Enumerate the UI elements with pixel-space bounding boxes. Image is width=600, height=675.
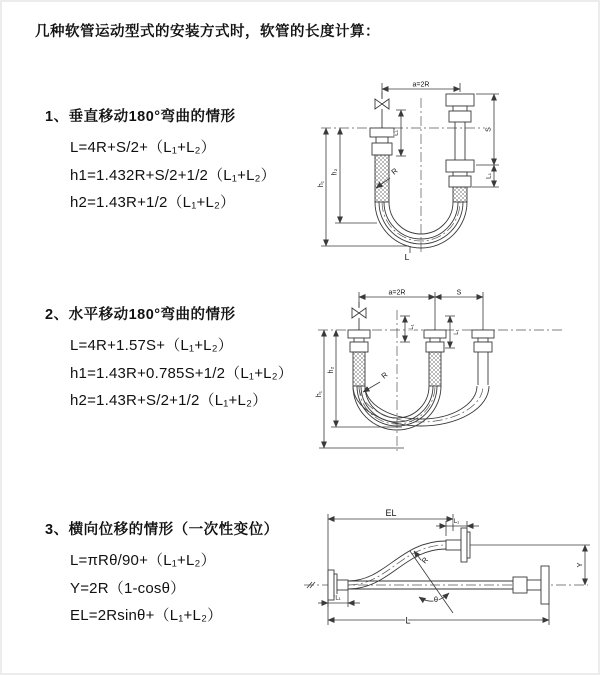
neck: [430, 338, 440, 342]
flange: [328, 570, 334, 600]
step: [513, 577, 527, 593]
dim-label-s: S: [456, 289, 462, 297]
nut: [446, 94, 474, 106]
flange: [449, 176, 471, 187]
dimension-y: [470, 545, 590, 585]
upper-fitting: [446, 528, 470, 562]
neck: [527, 580, 541, 590]
dim-label-h2: h₂: [328, 366, 335, 374]
section-3: [45, 518, 279, 630]
dim-label-h1: h₁: [316, 390, 323, 398]
valve-icon: [375, 92, 389, 128]
diagram-3-svg: [298, 503, 600, 648]
flange: [424, 330, 446, 338]
braided-hose: [375, 155, 389, 202]
flange: [461, 528, 467, 562]
tangent-line: [410, 551, 453, 613]
dim-label-a2r: a=2R: [412, 81, 430, 89]
dim-label-a2r: a=2R: [388, 289, 406, 297]
flange: [348, 330, 370, 338]
dimension-s-l1-right: [472, 94, 499, 187]
dimension-l1-bottom: [318, 590, 360, 607]
formula-line: h2=1.43R+1/2（L₁+L₂）: [70, 194, 236, 211]
diagram-vertical-180-bend: [313, 72, 593, 267]
formula-line: L=πRθ/90+（L₁+L₂）: [70, 552, 216, 569]
dim-label-l1: L₁: [409, 324, 415, 330]
braided-hose: [353, 352, 365, 386]
formula-line: EL=2Rsinθ+（L₁+L₂）: [70, 607, 223, 624]
braided-hose: [429, 352, 441, 386]
formula-line: Y=2R（1-cosθ）: [70, 579, 186, 597]
nut: [350, 342, 368, 352]
dim-label-l1: L₁: [485, 173, 493, 179]
flange: [449, 111, 471, 122]
extension-lines: [328, 514, 453, 625]
dim-label-h2: h₂: [331, 168, 339, 176]
section-1: [45, 105, 276, 217]
section-2: [45, 303, 293, 415]
u-bend-arcs: [353, 386, 489, 426]
dim-label-h1: h₁: [318, 180, 325, 188]
angle-theta: [410, 551, 453, 613]
nut: [446, 160, 474, 172]
dim-label-l1: L₁: [392, 130, 400, 136]
nut: [372, 143, 392, 155]
page-title: 几种软管运动型式的安装方式时，软管的长度计算：: [35, 24, 380, 40]
left-fitting: [348, 330, 370, 386]
radius-label: R: [389, 166, 400, 177]
dimension-el: [328, 508, 453, 625]
hose-top-edge: [348, 541, 446, 581]
radius-label: R: [419, 555, 431, 566]
dimension-l1-top: [436, 519, 479, 536]
dimension-l: [405, 246, 410, 262]
formula-line: h1=1.432R+S/2+1/2（L₁+L₂）: [70, 166, 276, 184]
left-fitting: [370, 128, 394, 202]
neck: [453, 172, 467, 176]
section-3-formulas: [70, 547, 279, 630]
section-1-heading: 1、垂直移动180°弯曲的情形: [45, 109, 236, 125]
flange-plate: [467, 532, 470, 558]
dim-label-l1: L₁: [335, 595, 341, 602]
flange: [472, 330, 494, 338]
valve-icon: [352, 302, 366, 330]
radius-leader: [363, 382, 380, 392]
right-fitting: [446, 94, 474, 202]
dim-label-l: L: [404, 252, 410, 262]
section-3-heading: 3、横向位移的情形（一次性变位）: [45, 522, 279, 538]
formula-line: L=4R+S/2+（L₁+L₂）: [70, 139, 216, 156]
right-fitting-displaced: [472, 330, 494, 385]
nut: [426, 342, 444, 352]
neck: [354, 338, 364, 342]
right-fitting: [513, 566, 549, 604]
section-2-formulas: [70, 332, 293, 415]
extension-lines: [359, 289, 483, 330]
radius-callout: [363, 370, 390, 392]
radius-label: R: [379, 370, 390, 381]
dim-label-l: L: [405, 615, 411, 626]
dim-label-l1: L₁: [453, 519, 460, 525]
formula-line: h1=1.43R+0.785S+1/2（L₁+L₂）: [70, 364, 293, 382]
dim-label-el: EL: [385, 508, 397, 518]
diagram-lateral-displacement: [298, 503, 600, 653]
dim-label-l1: L₁: [454, 329, 460, 335]
angle-label-theta: θ: [433, 595, 439, 604]
neck: [478, 338, 488, 342]
pipe: [478, 352, 488, 385]
extension-lines: [472, 94, 499, 187]
flange: [541, 566, 549, 604]
formula-line: h2=1.43R+S/2+1/2（L₁+L₂）: [70, 392, 268, 409]
dim-label-y: Y: [575, 562, 584, 568]
nut: [474, 342, 492, 352]
formula-line: L=4R+1.57S+（L₁+L₂）: [70, 337, 233, 354]
section-1-formulas: [70, 134, 276, 217]
middle-fitting: [424, 330, 446, 386]
flange-plate: [334, 574, 337, 596]
dimension-l1-left: [393, 110, 407, 156]
flange: [370, 128, 394, 137]
section-2-heading: 2、水平移动180°弯曲的情形: [45, 307, 236, 323]
neck: [446, 540, 461, 550]
diagram-1-svg: [313, 72, 593, 262]
neck: [376, 137, 388, 143]
diagram-2-svg: [310, 282, 595, 477]
diagram-horizontal-180-bend: [310, 282, 595, 482]
u-bend-displaced: [353, 386, 489, 426]
neck: [337, 580, 348, 590]
dimension-l: [328, 604, 549, 626]
neck: [453, 106, 467, 111]
dim-label-s: S: [485, 127, 493, 132]
dimension-a2r-s-top: [359, 290, 483, 331]
braided-hose: [453, 187, 467, 202]
radius-callout: [414, 551, 430, 565]
